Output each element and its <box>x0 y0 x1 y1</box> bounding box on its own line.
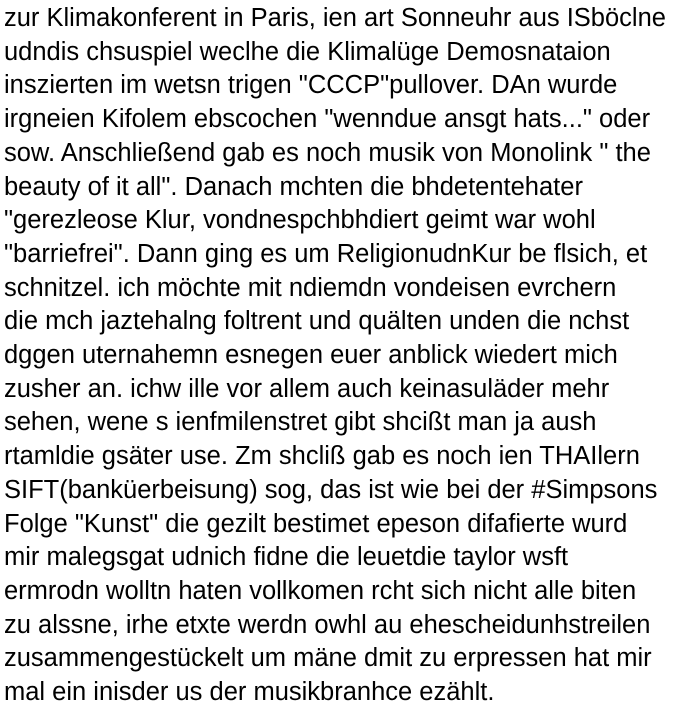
text-line: beauty of it all". Danach mchten die bhdetentehater <box>4 172 583 201</box>
text-line: die mch jaztehalng foltrent und quälten unden die nchst <box>4 307 630 336</box>
text-line: mir malegsgat udnich fidne die leuetdie taylor wsft <box>4 543 569 572</box>
text-line: SIFT(banküerbeisung) sog, das ist wie bei der #Simpsons <box>4 475 658 504</box>
text-line: mal ein inisder us der musikbranhce ezählt. <box>4 678 495 707</box>
text-line: udndis chsuspiel weclhe die Klimalüge Demosnataion <box>4 37 611 66</box>
text-line: dggen uternahemn esnegen euer anblick wiedert mich <box>4 341 618 370</box>
text-line: "barriefrei". Dann ging es um ReligionudnKur be flsich, et <box>4 239 648 268</box>
text-paragraph <box>4 2 684 710</box>
text-line: sehen, wene s ienfmilenstret gibt shcißt man ja aush <box>4 408 597 437</box>
text-line: zusammengestückelt um mäne dmit zu erpressen hat mir <box>4 644 652 673</box>
text-line: schnitzel. ich möchte mit ndiemdn vondeisen evrchern <box>4 273 617 302</box>
text-line: ermrodn wolltn haten vollkomen rcht sich nicht alle biten <box>4 576 637 605</box>
text-line: zur Klimakonferent in Paris, ien art Sonneuhr aus ISböclne <box>4 4 666 32</box>
text-line: zusher an. ichw ille vor allem auch keinasuläder mehr <box>4 374 610 403</box>
text-line: irgneien Kifolem ebscochen "wenndue ansgt hats..." oder <box>4 105 651 134</box>
text-line: sow. Anschließend gab es noch musik von Monolink " the <box>4 138 651 167</box>
text-line: "gerezleose Klur, vondnespchbhdiert geimt war wohl <box>4 206 596 235</box>
text-line: inszierten im wetsn trigen "CCCP"pullover. DAn wurde <box>4 71 618 100</box>
text-line: Folge "Kunst" die gezilt bestimet epeson difafierte wurd <box>4 509 628 538</box>
text-line: zu alssne, irhe etxte werdn owhl au ehescheidunhstreilen <box>4 610 651 639</box>
text-line: rtamldie gsäter use. Zm shcliß gab es noch ien THAIlern <box>4 442 640 471</box>
